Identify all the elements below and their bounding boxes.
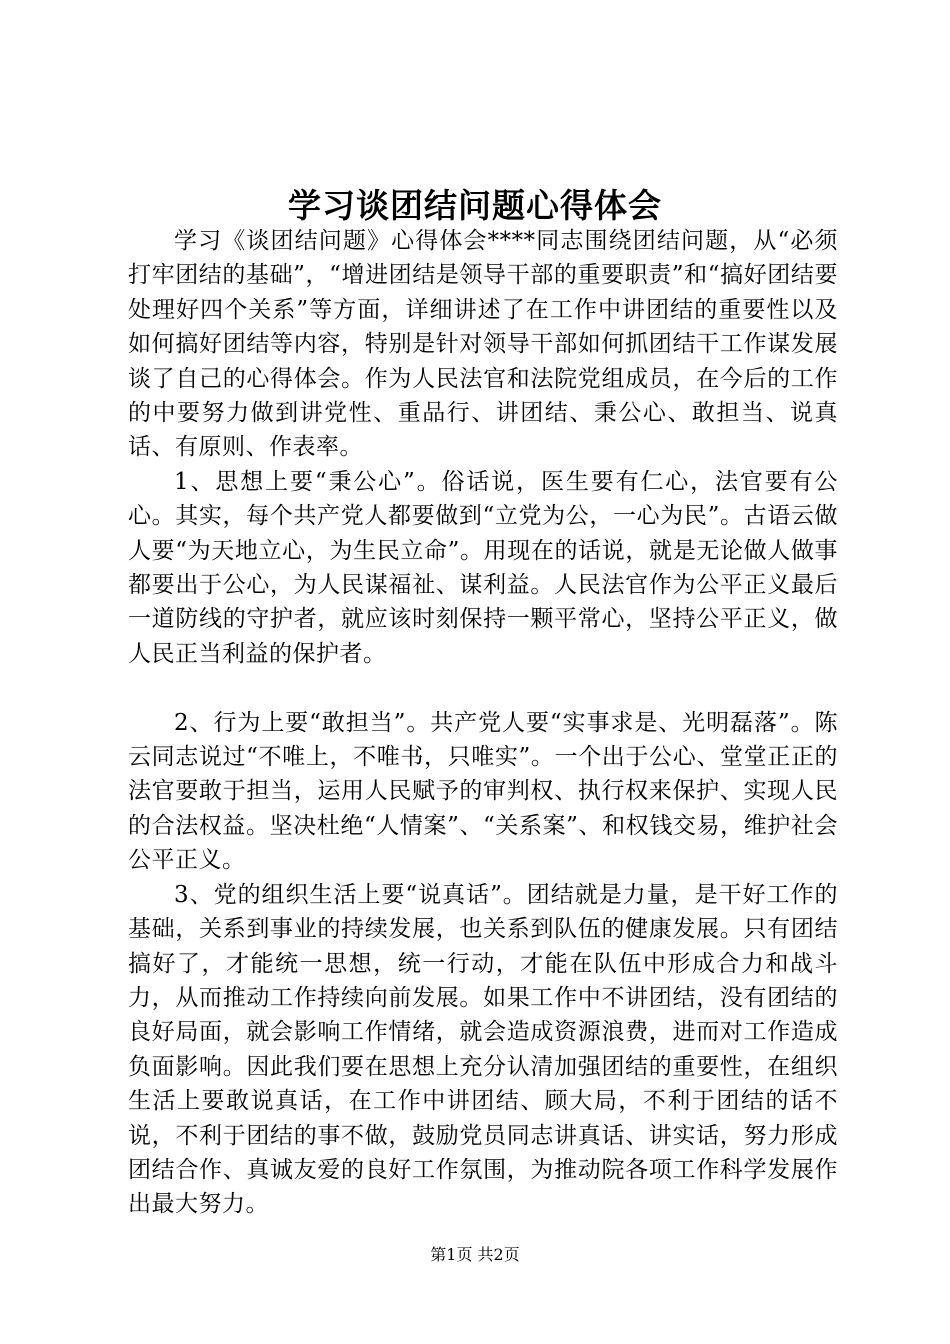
paragraph-point-3: 3、党的组织生活上要“说真话”。团结就是力量，是干好工作的基础，关系到事业的持续发展，也关系到队伍的健康发展。只有团结搞好了，才能统一思想，统一行动，才能在队伍中形成合力和战斗力，从而推动工作持续向前发展。如果工作中不讲团结，没有团结的良好局面，就会影响工作情绪，就会造成资源浪费，进而对工作造成负面影响。因此我们要在思想上充分认清加强团结的重要性，在组织生活上要敢说真话，在工作中讲团结、顾大局，不利于团结的话不说，不利于团结的事不做，鼓励党员同志讲真话、讲实话，努力形成团结合作、真诚友爱的良好工作氛围，为推动院各项工作科学发展作出最大努力。 [128,881,838,1218]
paragraph-point-2: 2、行为上要“敢担当”。共产党人要“实事求是、光明磊落”。陈云同志说过“不唯上，不唯书，只唯实”。一个出于公心、堂堂正正的法官要敢于担当，运用人民赋予的审判权、执行权来保护、实现人民的合法权益。坚决杜绝“人情案”、“关系案”、和权钱交易，维护社会公平正义。 [128,709,838,874]
blank-line [128,671,838,705]
document-body [128,224,838,1222]
page-number-footer: 第1页 共2页 [430,1245,520,1264]
paragraph-point-1: 1、思想上要“秉公心”。俗话说，医生要有仁心，法官要有公心。其实，每个共产党人都要做到“立党为公，一心为民”。古语云做人要“为天地立心，为生民立命”。用现在的话说，就是无论做人做事都要出于公心，为人民谋福祉、谋利益。人民法官作为公平正义最后一道防线的守护者，就应该时刻保持一颗平常心，坚持公平正义，做人民正当利益的保护者。 [128,468,838,667]
paragraph-intro: 学习《谈团结问题》心得体会****同志围绕团结问题，从“必须打牢团结的基础”，“增进团结是领导干部的重要职责”和“搞好团结要处理好四个关系”等方面，详细讲述了在工作中讲团结的重要性以及如何搞好团结等内容，特别是针对领导干部如何抓团结干工作谋发展谈了自己的心得体会。作为人民法官和法院党组成员，在今后的工作的中要努力做到讲党性、重品行、讲团结、秉公心、敢担当、说真话、有原则、作表率。 [128,228,838,461]
document-title: 学习谈团结问题心得体会 [288,186,662,225]
